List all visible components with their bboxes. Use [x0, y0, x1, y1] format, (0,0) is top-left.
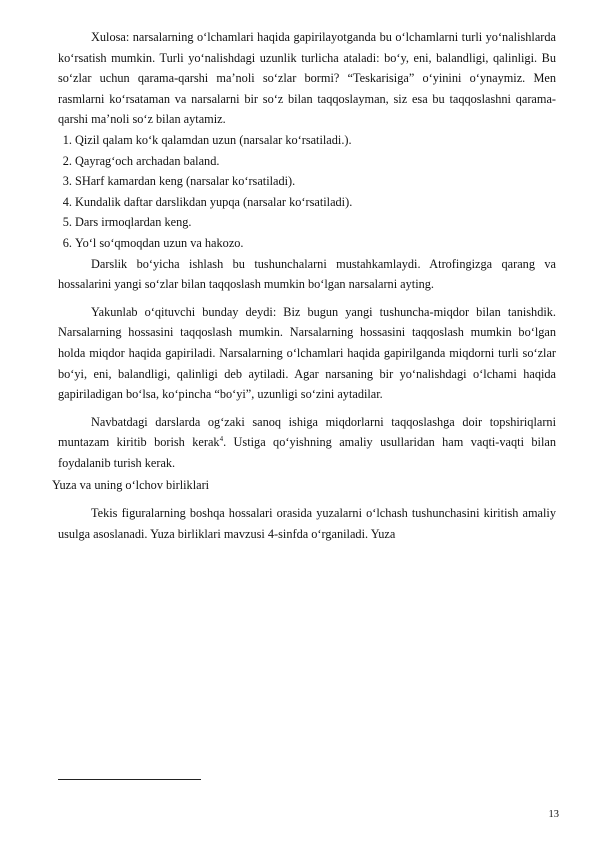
next-lessons-text: Navbatdagi darslarda og‘zaki sanoq ishiga miqdorlarni taqqoslashga doir topshiriqlarni muntazam kiritib borish kerak — [58, 414, 556, 450]
teacher-summary-paragraph: Yakunlab o‘qituvchi bunday deydi: Biz bugun yangi tushuncha-miqdor bilan tanishdik. Narsalarning hossasini taqqoslash mumkin. Narsalarning hossasini taqqoslash mumkin bo‘lgan holda miqdor haqida gapiriladi. Narsalarning o‘lchamlari haqida gapirilganda miqdorni turli so‘zlar bo‘yi, eni, balandligi, qalinligi deb aytiladi. Agar narsaning bir yo‘nalishdagi o‘lchami haqida gapiriladigan bo‘lsa, ko‘pincha “bo‘yi”, uzunligi so‘zini aytadilar. — [58, 304, 556, 402]
page-number: 13 — [548, 809, 559, 820]
text-column — [52, 27, 556, 544]
footnote-marker: 4 — [219, 435, 224, 444]
list-item: 5. Dars irmoqlardan keng. — [75, 212, 556, 233]
textbook-paragraph: Darslik bo‘yicha ishlash bu tushunchalarni mustahkamlaydi. Atrofingizga qarang va hossalarini yangi so‘zlar bilan taqqoslash mumkin bo‘lgan narsalarni ayting. — [58, 256, 556, 292]
footnote-divider — [58, 779, 201, 780]
list-item: 1. Qizil qalam ko‘k qalamdan uzun (narsalar ko‘rsatiladi.). — [75, 130, 556, 151]
list-item: 2. Qayrag‘och archadan baland. — [75, 151, 556, 172]
conclusion-paragraph: Xulosa: narsalarning o‘lchamlari haqida gapirilayotganda bu o‘lchamlarni turli yo‘nalishlarda ko‘rsatish mumkin. Turli yo‘nalishdagi uzunlik turlicha ataladi: bo‘y, eni, balandligi, qalinligi. Bu so‘zlar uchun qarama-qarshi ma’noli so‘zlar bormi? “Teskarisiga” o‘yinini o‘ynaymiz. Men rasmlarni ko‘rsataman va narsalarni bir so‘z bilan taqqoslayman, siz esa bu taqqoslashni qarama-qarshi ma’noli so‘z bilan aytamiz. — [58, 30, 556, 127]
comparison-list — [58, 130, 556, 254]
list-item: 6. Yo‘l so‘qmoqdan uzun va hakozo. — [75, 233, 556, 254]
list-item: 3. SHarf kamardan keng (narsalar ko‘rsatiladi). — [75, 171, 556, 192]
next-lessons-paragraph — [58, 412, 556, 474]
area-intro-paragraph: Tekis figuralarning boshqa hossalari orasida yuzalarni o‘lchash tushunchasini kiritish amaliy usulga asoslanadi. Yuza birliklari mavzusi 4-sinfda o‘rganiladi. Yuza — [58, 506, 556, 541]
section-heading: Yuza va uning o‘lchov birliklari — [52, 478, 210, 493]
next-lessons-text-end: . Ustiga qo‘yishning amaliy usullaridan ham vaqti-vaqti bilan foydalanib turish kerak. — [58, 435, 556, 470]
list-item: 4. Kundalik daftar darslikdan yupqa (narsalar ko‘rsatiladi). — [75, 192, 556, 213]
